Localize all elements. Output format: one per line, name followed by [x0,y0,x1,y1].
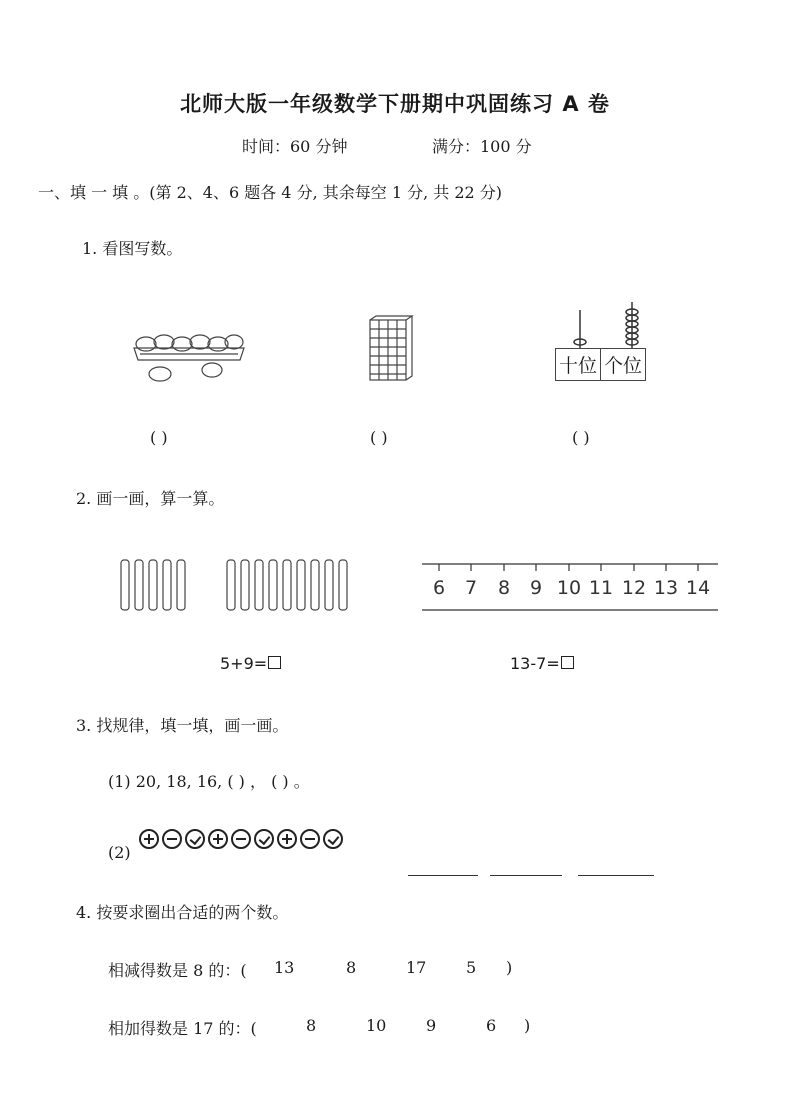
cube-block-picture [368,314,414,382]
number-line-tick-label: 10 [556,577,582,599]
close-paren: ) [524,1016,531,1035]
equation-left: 5+9= [220,654,281,673]
number-line-tick-label: 9 [529,577,543,599]
question-3-label: 3. 找规律，填一填，画一画。 [76,716,289,735]
subtract-row-label: 相减得数是 8 的：( [108,961,247,980]
number-option[interactable]: 9 [426,1016,437,1035]
check-circle-icon [254,829,274,849]
check-circle-icon [185,829,205,849]
number-line-tick-label: 6 [432,577,446,599]
plus-circle-icon [208,829,228,849]
number-line [418,558,722,616]
number-line-tick-label: 14 [685,577,711,599]
number-option[interactable]: 17 [406,958,427,977]
full-score: 满分：100 分 [432,137,532,156]
answer-blank[interactable] [578,861,654,880]
answer-paren[interactable]: ( ) [572,428,590,447]
time-limit: 时间：60 分钟 [242,137,348,156]
minus-circle-icon [231,829,251,849]
equation-right: 13-7= [510,654,574,673]
add-row-label: 相加得数是 17 的：( [108,1019,257,1038]
number-line-tick-label: 12 [621,577,647,599]
question-1-label: 1. 看图写数。 [82,239,183,258]
tens-place-label: 十位 [556,349,601,380]
answer-blank[interactable] [490,861,562,880]
number-line-tick-label: 8 [497,577,511,599]
answer-box[interactable] [561,656,574,669]
answer-blank[interactable] [408,861,478,880]
sticks-group-9 [224,556,356,612]
number-line-tick-label: 13 [653,577,679,599]
question-3-part-1: (1) 20, 18, 16, ( ) ， ( ) 。 [108,772,310,791]
answer-paren[interactable]: ( ) [150,428,168,447]
number-line-tick-label: 11 [588,577,614,599]
section-heading: 一、填 一 填 。(第 2、4、6 题各 4 分, 其余每空 1 分, 共 22 分) [38,183,503,202]
ones-place-label: 个位 [604,355,643,377]
question-2-label: 2. 画一画，算一算。 [76,489,225,508]
question-4-label: 4. 按要求圈出合适的两个数。 [76,903,289,922]
plus-circle-icon [139,829,159,849]
number-line-tick-label: 7 [464,577,478,599]
number-option[interactable]: 13 [274,958,295,977]
number-option[interactable]: 6 [486,1016,497,1035]
symbol-pattern [139,829,346,849]
page-title: 北师大版一年级数学下册期中巩固练习 A 卷 [180,92,610,116]
number-option[interactable]: 5 [466,958,477,977]
minus-circle-icon [162,829,182,849]
plus-circle-icon [277,829,297,849]
question-3-part-2-label: (2) [108,843,131,862]
minus-circle-icon [300,829,320,849]
sticks-group-5 [118,556,188,612]
number-option[interactable]: 10 [366,1016,387,1035]
check-circle-icon [323,829,343,849]
answer-box[interactable] [268,656,281,669]
abacus-picture [552,298,662,348]
number-option[interactable]: 8 [346,958,357,977]
place-value-table [555,348,646,381]
number-option[interactable]: 8 [306,1016,317,1035]
egg-tray-picture [130,320,250,384]
close-paren: ) [506,958,513,977]
answer-paren[interactable]: ( ) [370,428,388,447]
